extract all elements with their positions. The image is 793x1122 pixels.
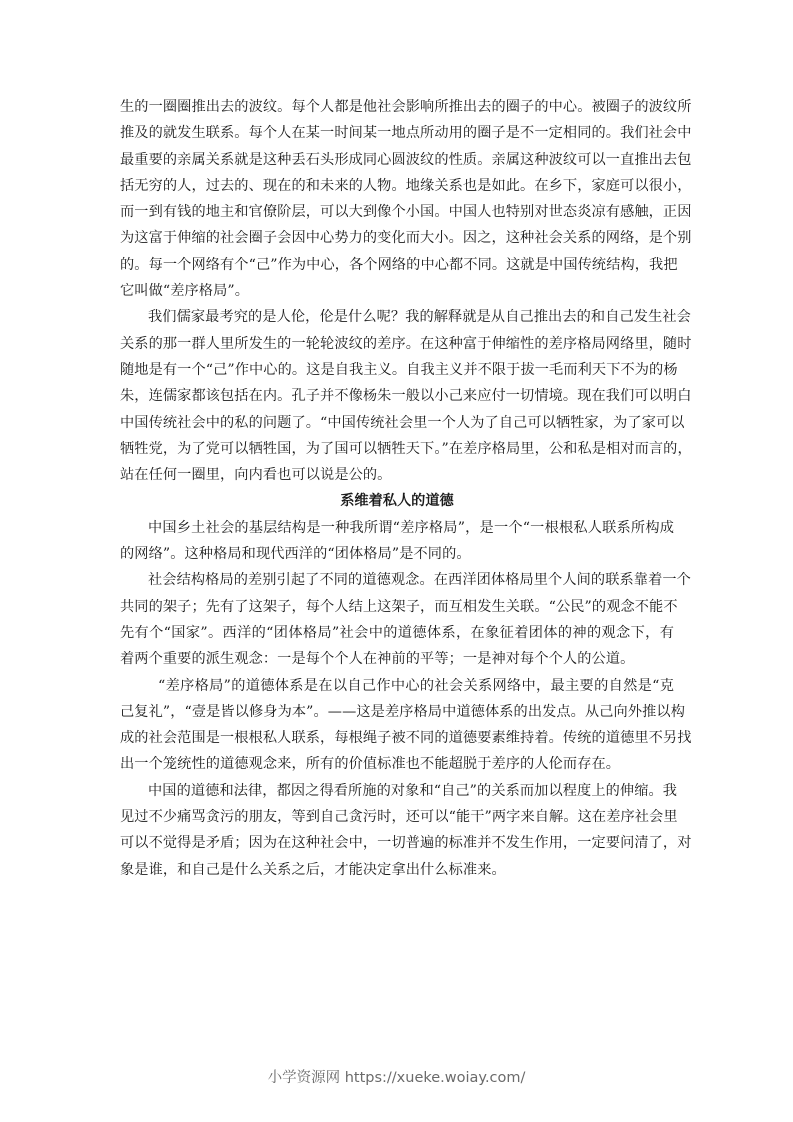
paragraph (120, 94, 692, 304)
text-line: 它叫做“差序格局”。 (120, 283, 250, 300)
text-line: 中国乡土社会的基层结构是一种我所谓“差序格局”，是一个“一根根私人联系所构成 (148, 519, 674, 536)
text-line: 出一个笼统性的道德观念来，所有的价值标准也不能超脱于差序的人伦而存在。 (120, 756, 621, 773)
text-line: 的网络”。这种格局和现代西洋的“团体格局”是不同的。 (120, 546, 471, 563)
text-line: 括无穷的人，过去的、现在的和未来的人物。地缘关系也是如此。在乡下，家庭可以很小， (120, 177, 692, 194)
text-line: “差序格局”的道德体系是在以自己作中心的社会关系网络中，最主要的自然是“克 (158, 677, 674, 694)
text-line: 推及的就发生联系。每个人在某一时间某一地点所动用的圈子是不一定相同的。我们社会中 (120, 125, 692, 142)
text-line: 生的一圈圈推出去的波纹。每个人都是他社会影响所推出去的圈子的中心。被圈子的波纹所 (120, 99, 692, 115)
text-line: 可以不觉得是矛盾；因为在这种社会中，一切普遍的标准并不发生作用，一定要问清了，对 (120, 835, 692, 852)
text-line: 共同的架子；先有了这架子，每个人结上这架子，而互相发生关联。“公民”的观念不能不 (120, 598, 678, 615)
document-page (120, 94, 692, 883)
paragraph (120, 515, 674, 568)
text-line: 中国传统社会中的私的问题了。“中国传统社会里一个人为了自己可以牺牲家，为了家可以 (120, 414, 685, 431)
text-line: 关系的那一群人里所发生的一轮轮波纹的差序。在这种富于伸缩性的差序格局网络里，随时 (120, 335, 692, 352)
text-line: 我们儒家最考究的是人伦，伦是什么呢？我的解释就是从自己推出去的和自己发生社会 (148, 309, 691, 326)
paragraph (120, 304, 692, 488)
section-heading: 系维着私人的道德 (340, 493, 454, 510)
text-line: 成的社会范围是一根根私人联系，每根绳子被不同的道德要素维持着。传统的道德里不另找 (120, 730, 692, 747)
text-line: 中国的道德和法律，都因之得看所施的对象和“自己”的关系而加以程度上的伸缩。我 (148, 782, 678, 799)
text-line: 而一到有钱的地主和官僚阶层，可以大到像个小国。中国人也特别对世态炎凉有感触，正因 (120, 204, 692, 221)
text-line: 牺牲党，为了党可以牺牲国，为了国可以牺牲天下。”在差序格局里，公和私是相对而言的， (120, 440, 692, 457)
text-line: 见过不少痛骂贪污的朋友，等到自己贪污时，还可以“能干”两字来自解。这在差序社会里 (120, 809, 678, 826)
text-line: 的。每一个网络有个“己”作为中心，各个网络的中心都不同。这就是中国传统结构，我把 (120, 256, 678, 273)
text-line: 随地是有一个“己”作中心的。这是自我主义。自我主义并不限于拔一毛而利天下不为的杨 (120, 361, 678, 378)
text-line: 着两个重要的派生观念：一是每个个人在神前的平等；一是神对每个个人的公道。 (120, 651, 635, 668)
paragraph (120, 567, 691, 672)
text-line: 最重要的亲属关系就是这种丢石头形成同心圆波纹的性质。亲属这种波纹可以一直推出去包 (120, 151, 692, 168)
paragraph (120, 778, 692, 883)
text-line: 站在任何一圈里，向内看也可以说是公的。 (120, 467, 392, 484)
text-line: 象是谁，和自己是什么关系之后，才能决定拿出什么标准来。 (120, 861, 506, 878)
text-line: 先有个“国家”。西洋的“团体格局”社会中的道德体系，在象征着团体的神的观念下，有 (120, 624, 674, 641)
footer-watermark: 小学资源网 https://xueke.woiay.com/ (267, 1070, 526, 1086)
text-line: 朱，连儒家都该包括在内。孔子并不像杨朱一般以小己来应付一切情境。现在我们可以明白 (120, 388, 692, 405)
text-line: 己复礼”，“壹是皆以修身为本”。——这是差序格局中道德体系的出发点。从己向外推以构 (120, 703, 685, 720)
paragraph (120, 673, 692, 778)
text-line: 社会结构格局的差别引起了不同的道德观念。在西洋团体格局里个人间的联系靠着一个 (148, 572, 691, 589)
text-line: 为这富于伸缩的社会圈子会因中心势力的变化而大小。因之，这种社会关系的网络，是个别 (120, 230, 692, 247)
